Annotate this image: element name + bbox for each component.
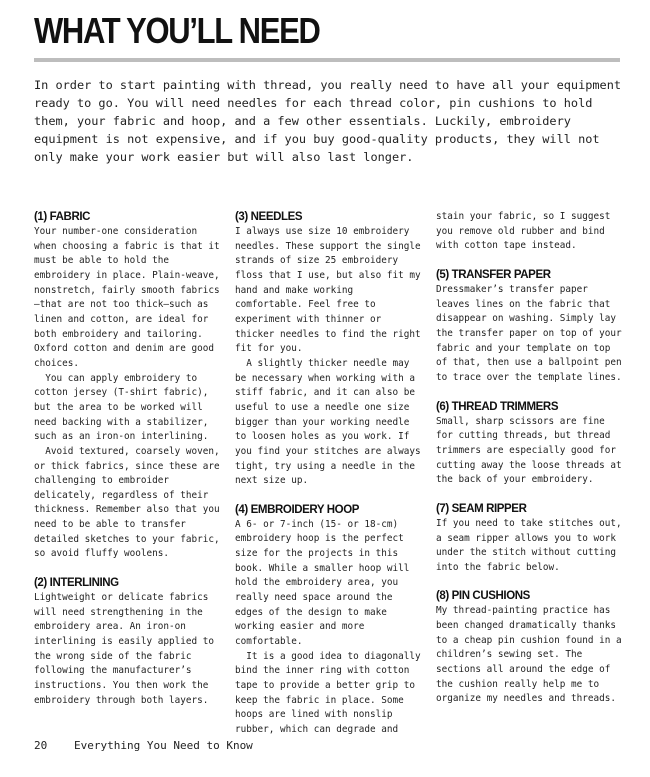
section-fabric bbox=[34, 210, 220, 562]
page-title: WHAT YOU’LL NEED bbox=[34, 10, 320, 51]
interlining-paragraph-1: Lightweight or delicate fabrics will need strengthening in the embroidery area. An iron-on interlining is easily applied to the wrong side of the fabric following the manufacturer’s instructions. You then work the embroidery through both layers. bbox=[34, 592, 215, 706]
section-heading-needles: (3) NEEDLES bbox=[235, 211, 303, 223]
section-heading-seam-ripper: (7) SEAM RIPPER bbox=[436, 502, 527, 515]
section-heading-fabric: (1) FABRIC bbox=[34, 211, 91, 223]
section-heading-pin-cushions: (8) PIN CUSHIONS bbox=[436, 590, 530, 603]
hoop-paragraph-2-continued: stain your fabric, so I suggest you remove old rubber and bind with cotton tape instead. bbox=[436, 211, 611, 252]
section-heading-interlining: (2) INTERLINING bbox=[34, 577, 119, 590]
transfer-paper-paragraph-1: Dressmaker’s transfer paper leaves lines on the fabric that disappear on washing. Simply lay the transfer paper on top of your fabric and your template on top of that, then use a ballpoint pen to trace over the template lines. bbox=[436, 283, 622, 383]
hoop-paragraph-2: It is a good idea to diagonally bind the inner ring with cotton tape to provide a better grip to keep the fabric in place. Some hoops are lined with nonslip rubber, which can degrade and bbox=[235, 650, 421, 735]
section-heading-transfer-paper: (5) TRANSFER PAPER bbox=[436, 268, 551, 281]
thread-trimmers-paragraph-1: Small, sharp scissors are fine for cutting threads, but thread trimmers are especially good for cutting away the loose threads at the back of your embroidery. bbox=[436, 415, 622, 486]
needles-paragraph-1: I always use size 10 embroidery needles. These support the single strands of size 25 embroidery floss that I use, but also fit my hand and make working comfortable. Feel free to experiment with thinner or thicker needles to find the right fit for you. bbox=[235, 226, 421, 355]
section-heading-hoop: (4) EMBROIDERY HOOP bbox=[235, 503, 360, 516]
section-seam-ripper bbox=[436, 502, 622, 576]
section-hoop bbox=[235, 503, 421, 738]
column-3 bbox=[436, 210, 622, 721]
intro-paragraph: In order to start painting with thread, you really need to have all your equipment ready to go. You will need needles for each thread color, pin cushions to hold them, your fabric and hoop, and a few other essentials. Luckily, embroidery equipment is not expensive, and if you buy good-quality products, they will not only make your work easier but will also last longer. bbox=[34, 78, 622, 164]
hoop-paragraph-1: A 6- or 7-inch (15- or 18-cm) embroidery hoop is the perfect size for the projects in this book. While a smaller hoop will hold the embroidery area, you really need space around the edges of the design to make working easier and more comfortable. bbox=[235, 518, 410, 648]
column-2 bbox=[235, 210, 421, 752]
title-rule bbox=[34, 58, 620, 62]
running-title: Everything You Need to Know bbox=[74, 739, 253, 752]
pin-cushions-paragraph-1: My thread-painting practice has been changed dramatically thanks to a cheap pin cushion found in a children’s sewing set. The sections all around the edge of the cushion really help me to organize my needles and threads. bbox=[436, 605, 622, 705]
page-number: 20 bbox=[34, 739, 48, 752]
column-1 bbox=[34, 210, 220, 722]
section-thread-trimmers bbox=[436, 400, 622, 488]
section-pin-cushions bbox=[436, 589, 622, 707]
section-hoop-continued bbox=[436, 210, 622, 254]
section-interlining bbox=[34, 576, 220, 708]
needles-paragraph-2: A slightly thicker needle may be necessary when working with a stiff fabric, and it can also be useful to use a needle one size bigger than your working needle to loosen holes as you work. If you find your stitches are always tight, try using a needle in the next size up. bbox=[235, 357, 421, 487]
section-needles bbox=[235, 210, 421, 489]
fabric-paragraph-2: You can apply embroidery to cotton jersey (T-shirt fabric), but the area to be worked will need backing with a stabilizer, such as an iron-on interlining. bbox=[34, 372, 209, 443]
fabric-paragraph-3: Avoid textured, coarsely woven, or thick fabrics, since these are challenging to embroider delicately, regardless of their thickness. Remember also that you need to be able to transfer detailed sketches to your fabric, so avoid fluffy woolens. bbox=[34, 445, 220, 560]
section-transfer-paper bbox=[436, 268, 622, 386]
seam-ripper-paragraph-1: If you need to take stitches out, a seam ripper allows you to work under the stitch without cutting into the fabric below. bbox=[436, 517, 622, 573]
section-heading-thread-trimmers: (6) THREAD TRIMMERS bbox=[436, 400, 559, 413]
page-footer bbox=[34, 737, 253, 755]
fabric-paragraph-1: Your number-one consideration when choosing a fabric is that it must be able to hold the embroidery in place. Plain-weave, nonstretch, fairly smooth fabrics—that are not too thick—such as linen and cotton, are ideal for both embroidery and tailoring. Oxford cotton and denim are good choices. bbox=[34, 226, 220, 369]
